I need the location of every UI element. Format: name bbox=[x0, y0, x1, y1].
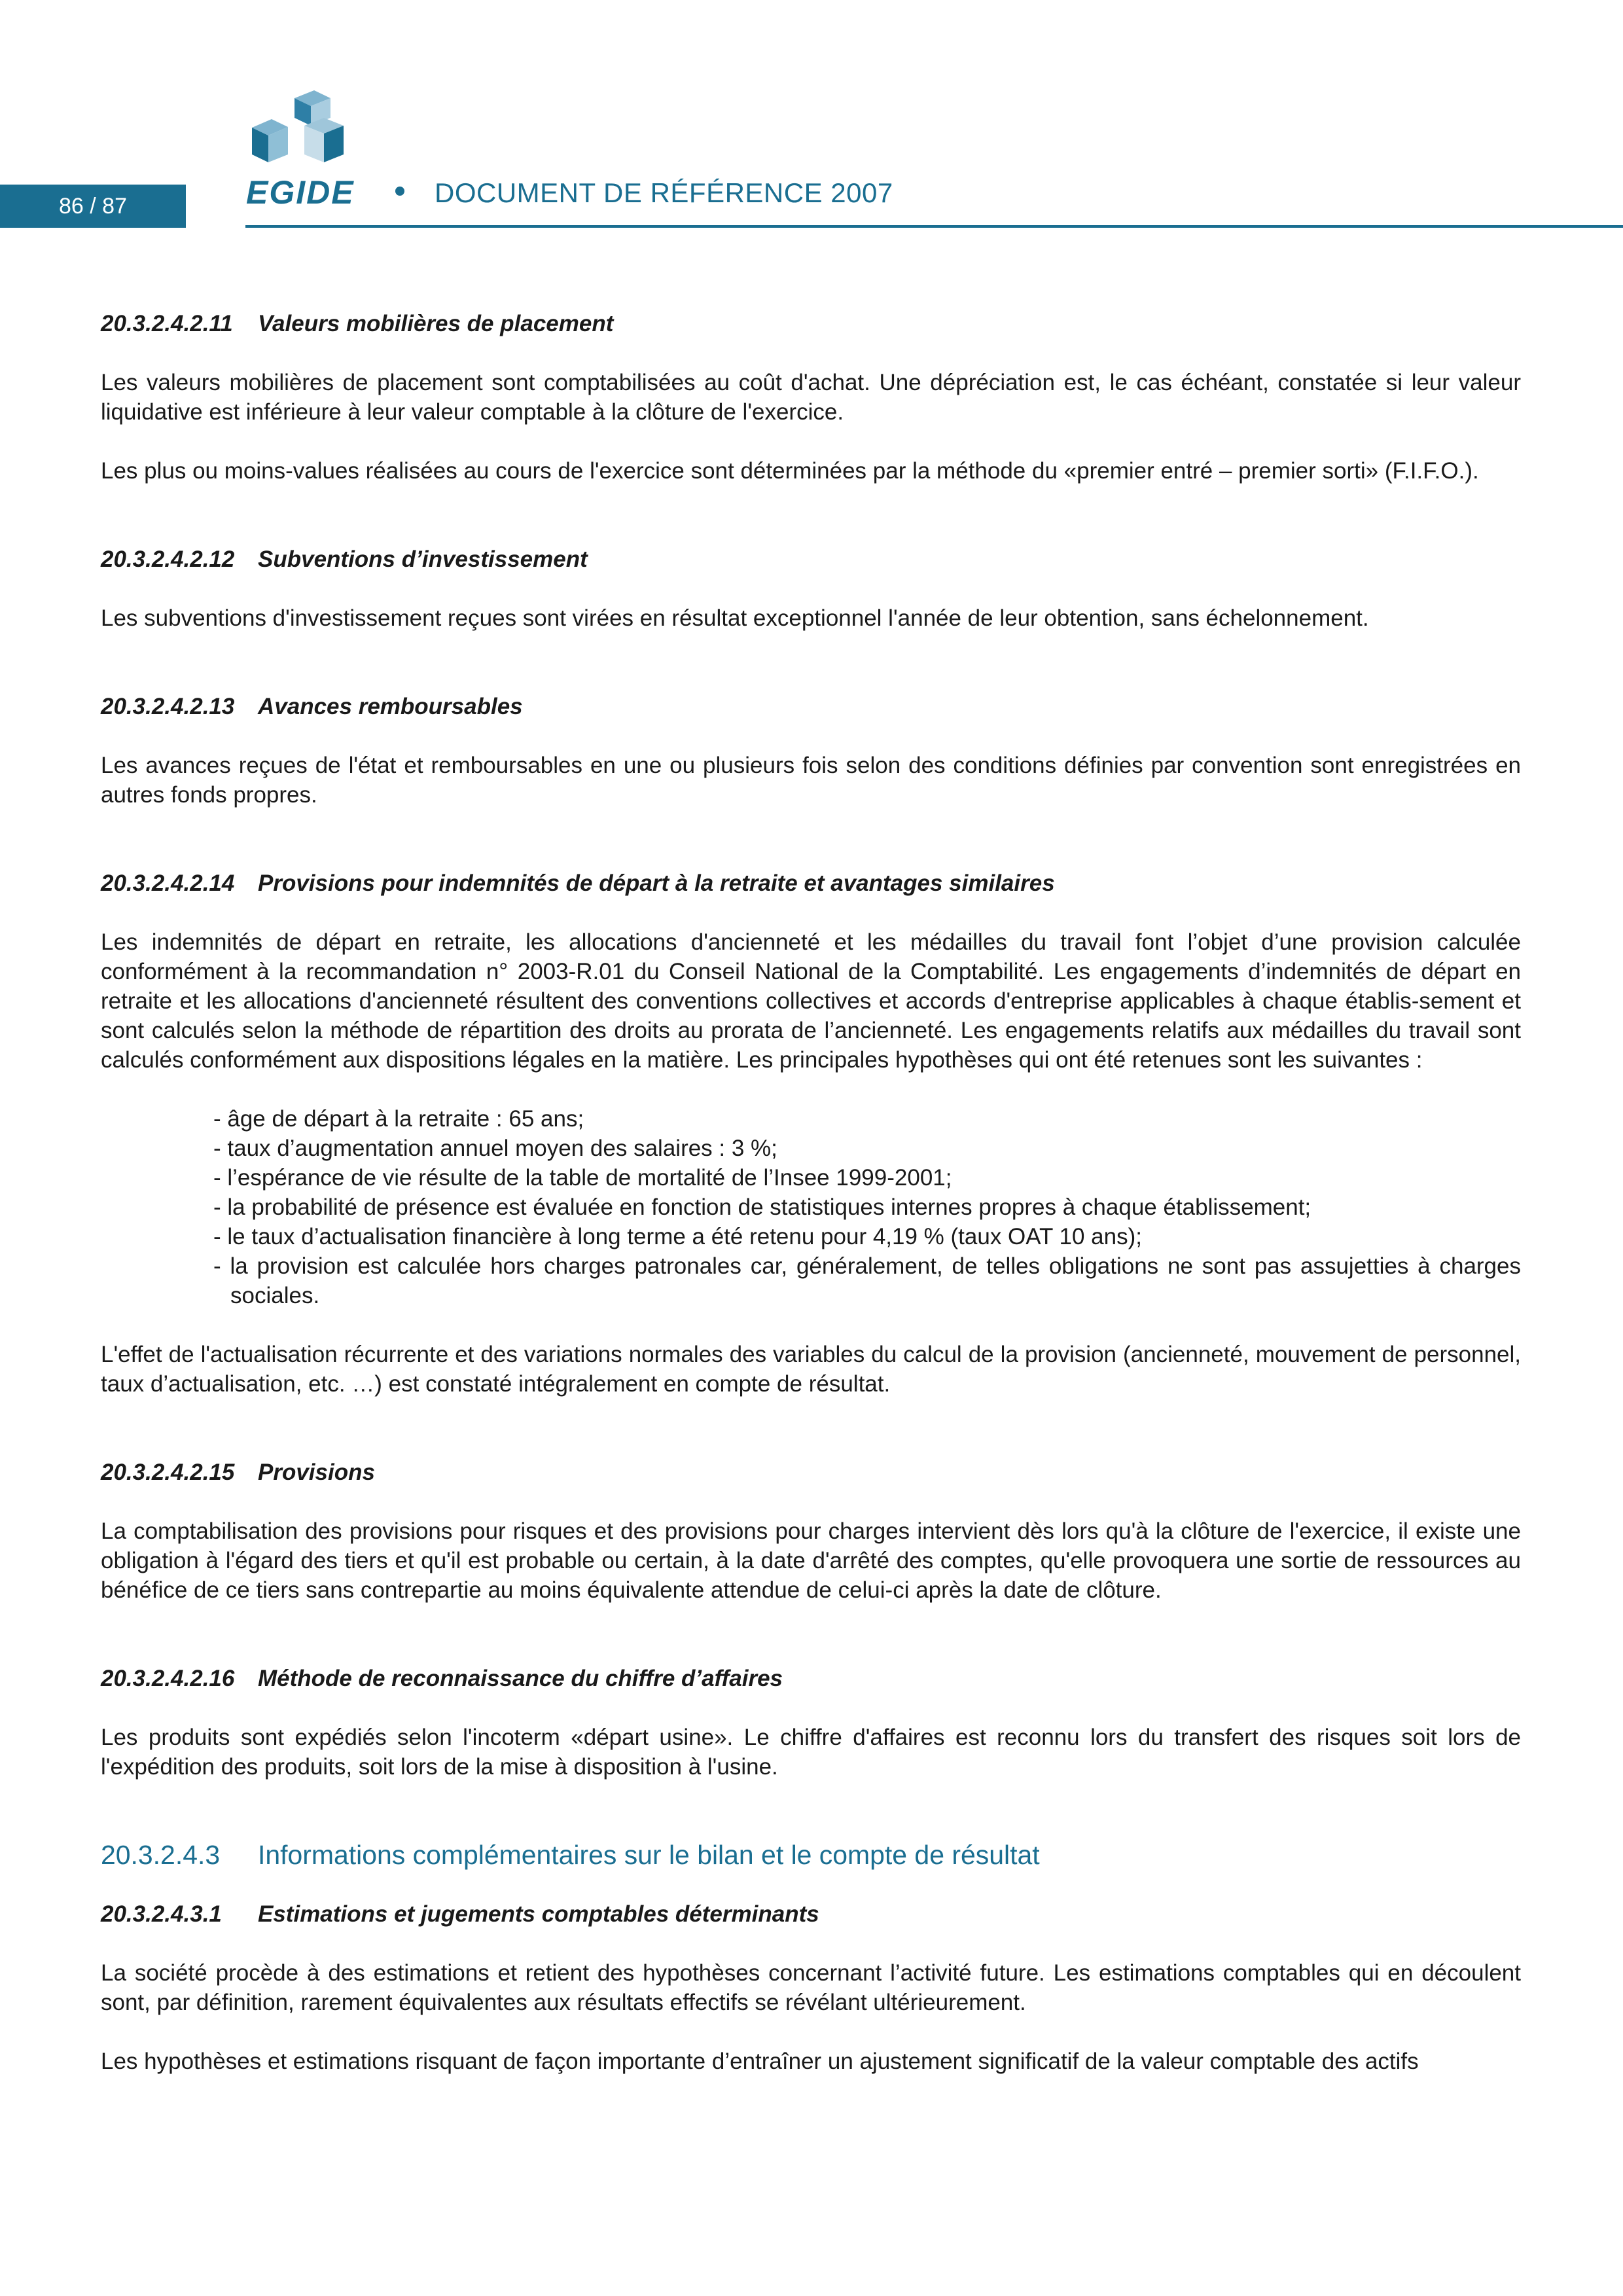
paragraph: Les avances reçues de l'état et remboursables en une ou plusieurs fois selon des conditions définies par convention sont enregistrées en autres fonds propres. bbox=[101, 753, 1521, 808]
subsection-heading bbox=[101, 1840, 1521, 1870]
section-heading bbox=[101, 869, 1521, 898]
section-title: Provisions bbox=[258, 1460, 375, 1485]
list-item: - le taux d’actualisation financière à long terme a été retenu pour 4,19 % (taux OAT 10 ans); bbox=[213, 1224, 1142, 1249]
bullet-icon bbox=[395, 187, 404, 196]
paragraph: Les plus ou moins-values réalisées au cours de l'exercice sont déterminées par la méthode du «premier entré – premier sorti» (F.I.F.O.). bbox=[101, 458, 1479, 484]
page-header bbox=[0, 0, 1623, 236]
assumptions-list bbox=[213, 1104, 1521, 1310]
list-item: - la probabilité de présence est évaluée en fonction de statistiques internes propres à chaque établissement; bbox=[213, 1194, 1311, 1220]
section-title: Provisions pour indemnités de départ à la retraite et avantages similaires bbox=[258, 870, 1055, 896]
section-number: 20.3.2.4.3.1 bbox=[101, 1901, 222, 1927]
section-heading bbox=[101, 309, 1521, 338]
section-heading bbox=[101, 692, 1521, 721]
section-number: 20.3.2.4.2.14 bbox=[101, 870, 235, 896]
list-item: - âge de départ à la retraite : 65 ans; bbox=[213, 1106, 584, 1132]
list-item: - taux d’augmentation annuel moyen des salaires : 3 %; bbox=[213, 1136, 777, 1161]
section-number: 20.3.2.4.2.12 bbox=[101, 547, 235, 572]
section-number: 20.3.2.4.2.11 bbox=[101, 311, 233, 336]
section-title: Informations complémentaires sur le bilan et le compte de résultat bbox=[258, 1840, 1040, 1870]
document-title: DOCUMENT DE RÉFÉRENCE 2007 bbox=[435, 177, 893, 208]
section-heading bbox=[101, 1664, 1521, 1693]
paragraph: Les valeurs mobilières de placement sont comptabilisées au coût d'achat. Une dépréciation est, le cas échéant, constatée si leur valeur liquidative est inférieure à leur valeur comptable à la clôture de l'exercice. bbox=[101, 370, 1521, 425]
section-title: Avances remboursables bbox=[258, 694, 523, 719]
paragraph: Les produits sont expédiés selon l'incoterm «départ usine». Le chiffre d'affaires est reconnu lors du transfert des risques soit lors de l'expédition des produits, soit lors de la mise à disposition à l'usine. bbox=[101, 1725, 1521, 1780]
list-item: - la provision est calculée hors charges patronales car, généralement, de telles obligations ne sont pas assujetties à charges sociales. bbox=[213, 1253, 1521, 1308]
section-title: Estimations et jugements comptables déterminants bbox=[258, 1901, 819, 1927]
section-title: Valeurs mobilières de placement bbox=[258, 311, 614, 336]
section-number: 20.3.2.4.2.13 bbox=[101, 694, 235, 719]
section-heading bbox=[101, 545, 1521, 574]
paragraph: Les indemnités de départ en retraite, les allocations d'ancienneté et les médailles du travail font l’objet d’une provision calculée conformément à la recommandation n° 2003-R.01 du Conseil National de la Comptabilité. Les engagements d’indemnités de départ en retraite et les allocations d'ancienneté résultent des conventions collectives et accords d'entreprise applicables à chaque établis-sement et sont calculés selon la méthode de répartition des droits au prorata de l’ancienneté. Les engagements relatifs aux médailles du travail sont calculés conformément aux dispositions légales en la matière. Les principales hypothèses qui ont été retenues sont les suivantes : bbox=[101, 929, 1521, 1073]
paragraph: Les subventions d'investissement reçues sont virées en résultat exceptionnel l'année de leur obtention, sans échelonnement. bbox=[101, 605, 1369, 631]
paragraph: La comptabilisation des provisions pour risques et des provisions pour charges intervient dès lors qu'à la clôture de l'exercice, il existe une obligation à l'égard des tiers et qu'il est probable ou certain, à la date d'arrêté des comptes, qu'elle provoquera une sortie de ressources au bénéfice de ce tiers sans contrepartie au moins équivalente attendue de celui-ci après la date de clôture. bbox=[101, 1518, 1521, 1603]
paragraph: Les hypothèses et estimations risquant de façon importante d’entraîner un ajustement significatif de la valeur comptable des actifs bbox=[101, 2049, 1419, 2074]
section-heading bbox=[101, 1458, 1521, 1487]
paragraph: L'effet de l'actualisation récurrente et des variations normales des variables du calcul de la provision (ancienneté, mouvement de personnel, taux d’actualisation, etc. …) est constaté intégralement en compte de résultat. bbox=[101, 1342, 1521, 1397]
paragraph: La société procède à des estimations et retient des hypothèses concernant l’activité future. Les estimations comptables qui en découlent sont, par définition, rarement équivalentes aux résultats effectifs se révélant ultérieurement. bbox=[101, 1960, 1521, 2015]
section-title: Subventions d’investissement bbox=[258, 547, 588, 572]
header-divider bbox=[245, 225, 1623, 228]
page-indicator: 86 / 87 bbox=[0, 185, 186, 228]
logo-wordmark: EGIDE bbox=[246, 174, 355, 211]
section-number: 20.3.2.4.2.15 bbox=[101, 1460, 235, 1485]
list-item: - l’espérance de vie résulte de la table de mortalité de l’Insee 1999-2001; bbox=[213, 1165, 952, 1191]
page-body bbox=[101, 309, 1521, 2076]
section-heading bbox=[101, 1899, 1521, 1929]
section-title: Méthode de reconnaissance du chiffre d’affaires bbox=[258, 1666, 783, 1691]
section-number: 20.3.2.4.2.16 bbox=[101, 1666, 235, 1691]
section-number: 20.3.2.4.3 bbox=[101, 1840, 221, 1870]
